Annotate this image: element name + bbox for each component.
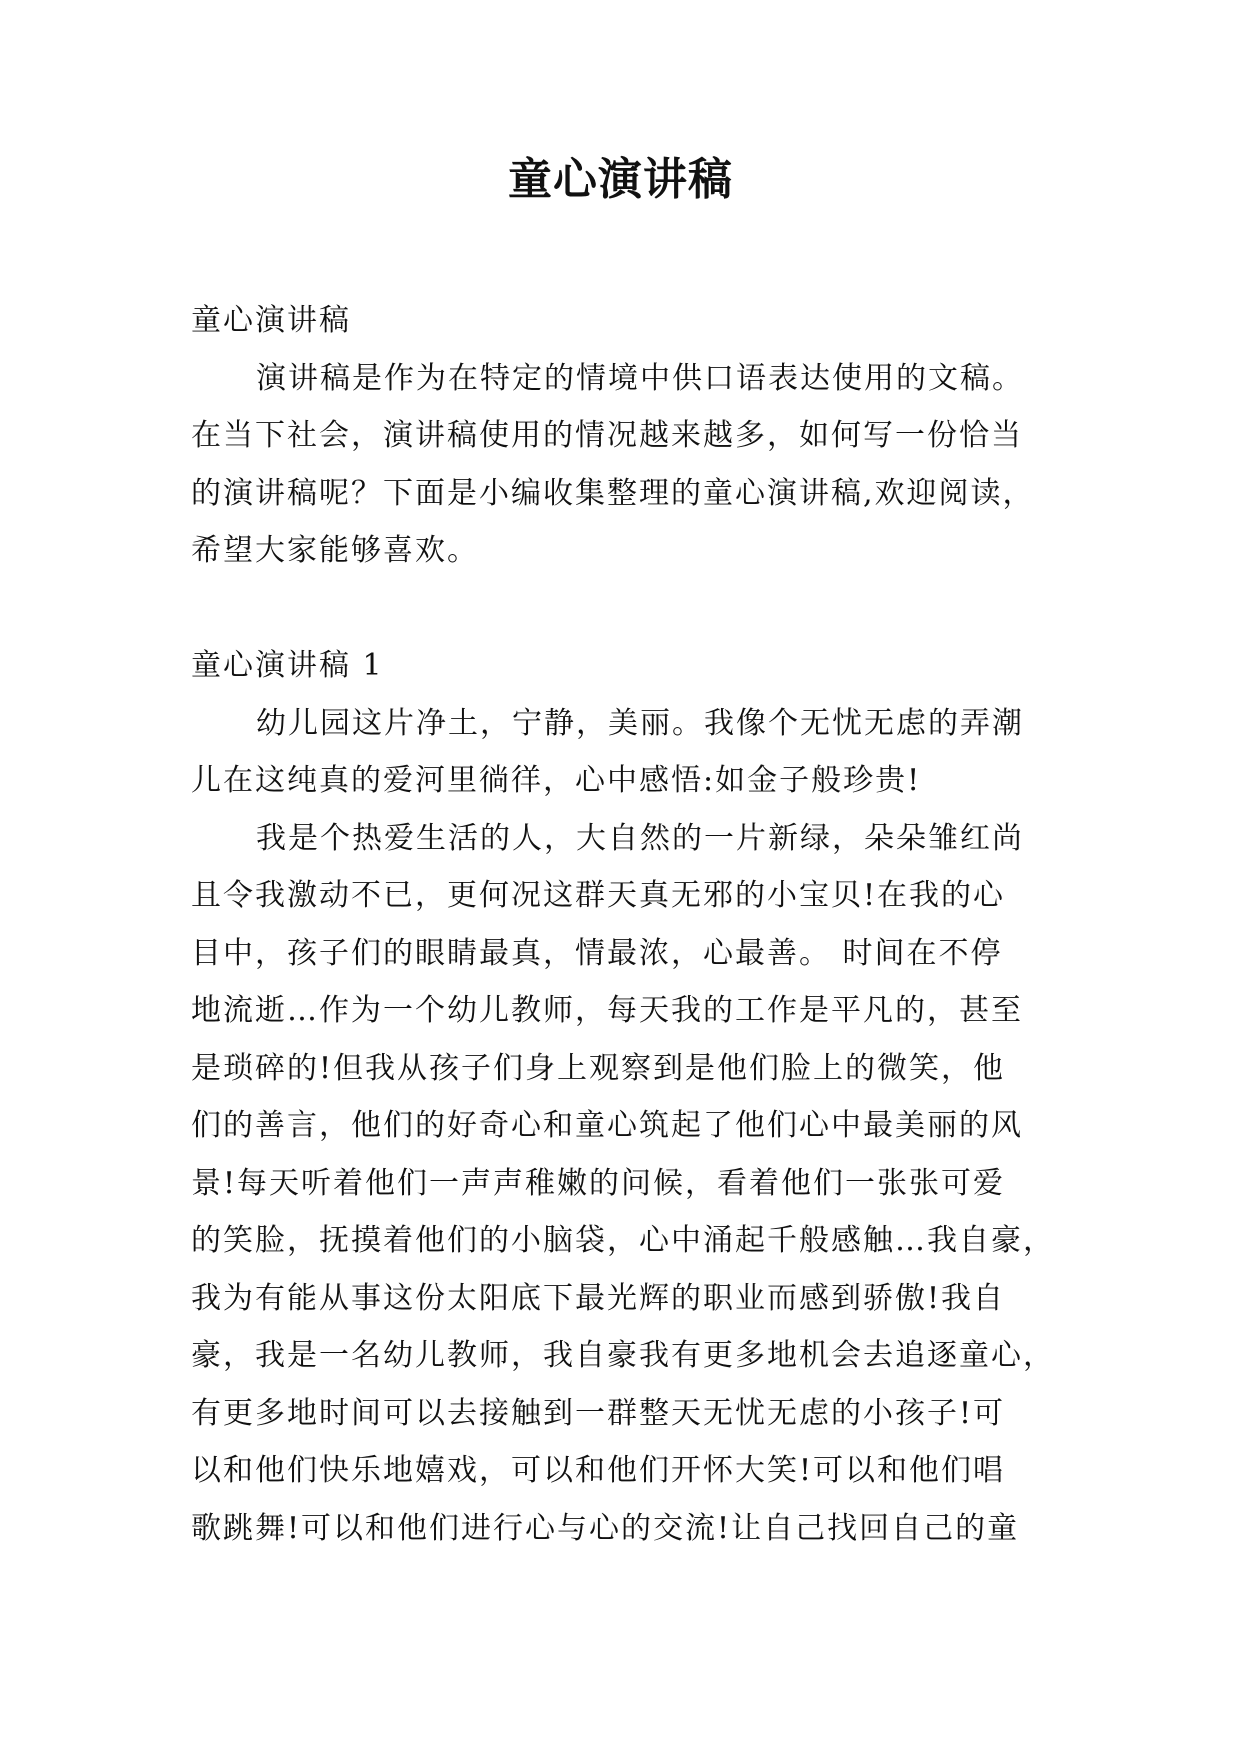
paragraph-line: 是琐碎的!但我从孩子们身上观察到是他们脸上的微笑，他 bbox=[191, 1050, 1006, 1086]
paragraph-line: 目中，孩子们的眼睛最真，情最浓，心最善。 时间在不停 bbox=[191, 935, 1003, 971]
paragraph-line: 的演讲稿呢？下面是小编收集整理的童心演讲稿,欢迎阅读， bbox=[191, 475, 1035, 511]
paragraph-line: 景!每天听着他们一声声稚嫩的问候，看着他们一张张可爱 bbox=[191, 1165, 1006, 1201]
section-heading: 童心演讲稿 bbox=[191, 303, 351, 338]
paragraph-line: 我是个热爱生活的人，大自然的一片新绿，朵朵雏红尚 bbox=[256, 820, 1024, 856]
paragraph-line: 在当下社会，演讲稿使用的情况越来越多，如何写一份恰当 bbox=[191, 418, 1023, 453]
section-heading: 童心演讲稿 1 bbox=[191, 648, 384, 683]
document-body bbox=[191, 292, 1055, 1557]
paragraph-line: 幼儿园这片净土，宁静，美丽。我像个无忧无虑的弄潮 bbox=[256, 705, 1024, 741]
paragraph-line: 以和他们快乐地嬉戏，可以和他们开怀大笑!可以和他们唱 bbox=[191, 1453, 1006, 1488]
page-title: 童心演讲稿 bbox=[508, 154, 733, 205]
paragraph-line: 且令我激动不已，更何况这群天真无邪的小宝贝!在我的心 bbox=[191, 878, 1006, 913]
paragraph-line: 我为有能从事这份太阳底下最光辉的职业而感到骄傲!我自 bbox=[191, 1280, 1006, 1316]
paragraph-line: 歌跳舞!可以和他们进行心与心的交流!让自己找回自己的童 bbox=[191, 1510, 1020, 1546]
paragraph-line: 儿在这纯真的爱河里徜徉，心中感悟:如金子般珍贵! bbox=[191, 763, 922, 798]
paragraph-line: 希望大家能够喜欢。 bbox=[191, 533, 479, 568]
paragraph-line: 豪，我是一名幼儿教师，我自豪我有更多地机会去追逐童心， bbox=[191, 1338, 1055, 1373]
paragraph-line: 们的善言，他们的好奇心和童心筑起了他们心中最美丽的风 bbox=[191, 1108, 1023, 1143]
paragraph-line: 演讲稿是作为在特定的情境中供口语表达使用的文稿。 bbox=[256, 360, 1024, 396]
blank-line bbox=[191, 580, 1047, 638]
paragraph-line: 地流逝…作为一个幼儿教师，每天我的工作是平凡的，甚至 bbox=[191, 993, 1023, 1028]
paragraph-line: 有更多地时间可以去接触到一群整天无忧无虑的小孩子!可 bbox=[191, 1395, 1006, 1431]
paragraph-line: 的笑脸，抚摸着他们的小脑袋，心中涌起千般感触…我自豪， bbox=[191, 1223, 1055, 1258]
